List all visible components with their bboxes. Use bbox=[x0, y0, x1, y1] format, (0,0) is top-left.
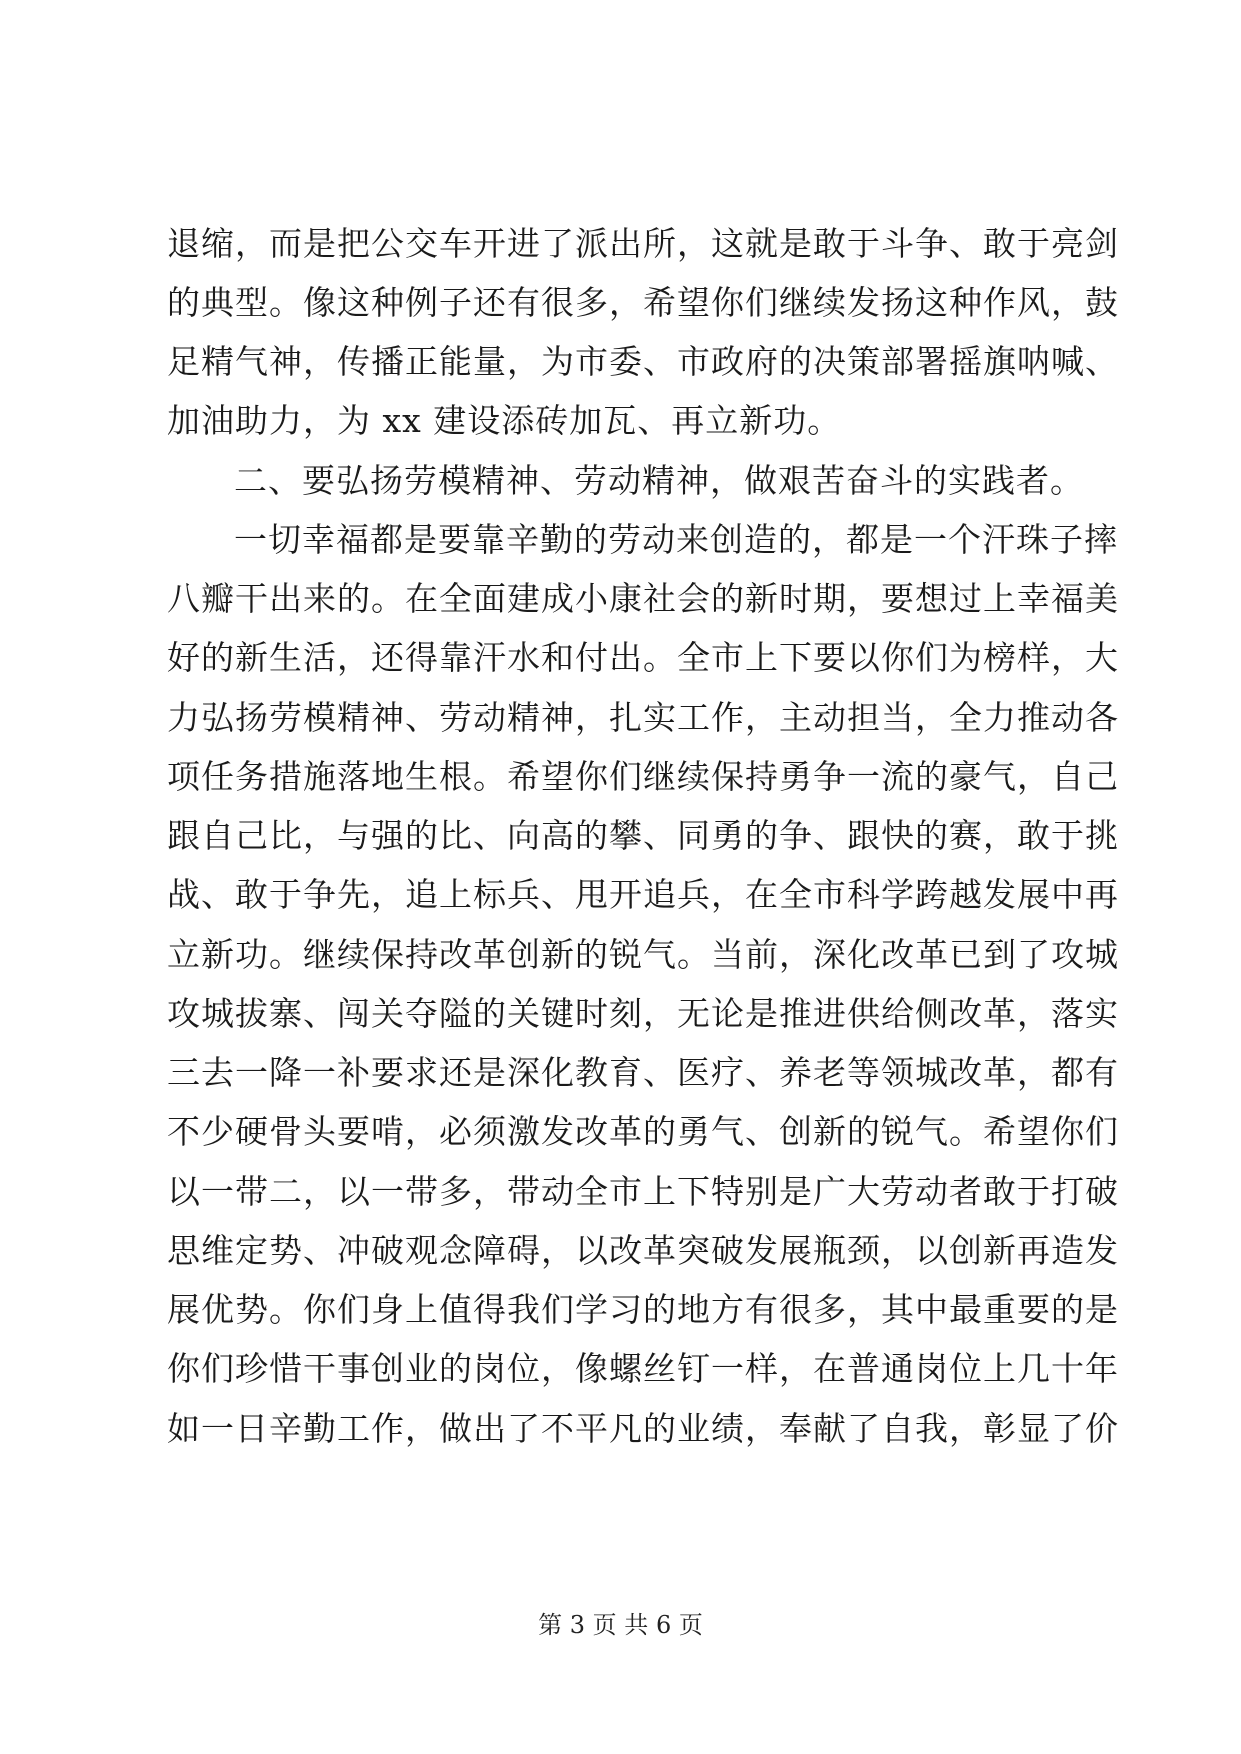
text-line: 力弘扬劳模精神、劳动精神，扎实工作，主动担当，全力推动各 bbox=[167, 698, 1119, 737]
text-line: 展优势。你们身上值得我们学习的地方有很多，其中最重要的是 bbox=[167, 1290, 1119, 1329]
text-line: 三去一降一补要求还是深化教育、医疗、养老等领城改革，都有 bbox=[167, 1053, 1119, 1092]
text-line: 攻城拔寨、闯关夺隘的关键时刻，无论是推进供给侧改革，落实 bbox=[167, 994, 1119, 1033]
text-line: 的典型。像这种例子还有很多，希望你们继续发扬这种作风，鼓 bbox=[167, 283, 1119, 322]
paragraph-first-line: 一切幸福都是要靠辛勤的劳动来创造的，都是一个汗珠子摔 bbox=[234, 520, 1118, 559]
text-line: 八瓣干出来的。在全面建成小康社会的新时期，要想过上幸福美 bbox=[167, 579, 1119, 618]
text-line: 以一带二，以一带多，带动全市上下特别是广大劳动者敢于打破 bbox=[167, 1172, 1119, 1211]
section-heading: 二、要弘扬劳模精神、劳动精神，做艰苦奋斗的实践者。 bbox=[234, 461, 1084, 500]
page-number-footer: 第 3 页 共 6 页 bbox=[538, 1611, 703, 1639]
text-line: 好的新生活，还得靠汗水和付出。全市上下要以你们为榜样，大 bbox=[167, 638, 1119, 677]
text-line: 不少硬骨头要啃，必须激发改革的勇气、创新的锐气。希望你们 bbox=[167, 1112, 1119, 1151]
text-line: 退缩，而是把公交车开进了派出所，这就是敢于斗争、敢于亮剑 bbox=[167, 224, 1119, 263]
text-line: 思维定势、冲破观念障碍，以改革突破发展瓶颈，以创新再造发 bbox=[167, 1231, 1119, 1270]
text-line: 加油助力，为 xx 建设添砖加瓦、再立新功。 bbox=[167, 401, 842, 440]
text-line: 战、敢于争先，追上标兵、甩开追兵，在全市科学跨越发展中再 bbox=[167, 875, 1119, 914]
text-line: 足精气神，传播正能量，为市委、市政府的决策部署摇旗呐喊、 bbox=[167, 342, 1119, 381]
text-line: 项任务措施落地生根。希望你们继续保持勇争一流的豪气，自己 bbox=[167, 757, 1119, 796]
text-line: 如一日辛勤工作，做出了不平凡的业绩，奉献了自我，彰显了价 bbox=[167, 1409, 1119, 1448]
text-line: 立新功。继续保持改革创新的锐气。当前，深化改革已到了攻城 bbox=[167, 935, 1119, 974]
text-line: 跟自己比，与强的比、向高的攀、同勇的争、跟快的赛，敢于挑 bbox=[167, 816, 1119, 855]
text-line: 你们珍惜干事创业的岗位，像螺丝钉一样，在普通岗位上几十年 bbox=[167, 1349, 1119, 1388]
